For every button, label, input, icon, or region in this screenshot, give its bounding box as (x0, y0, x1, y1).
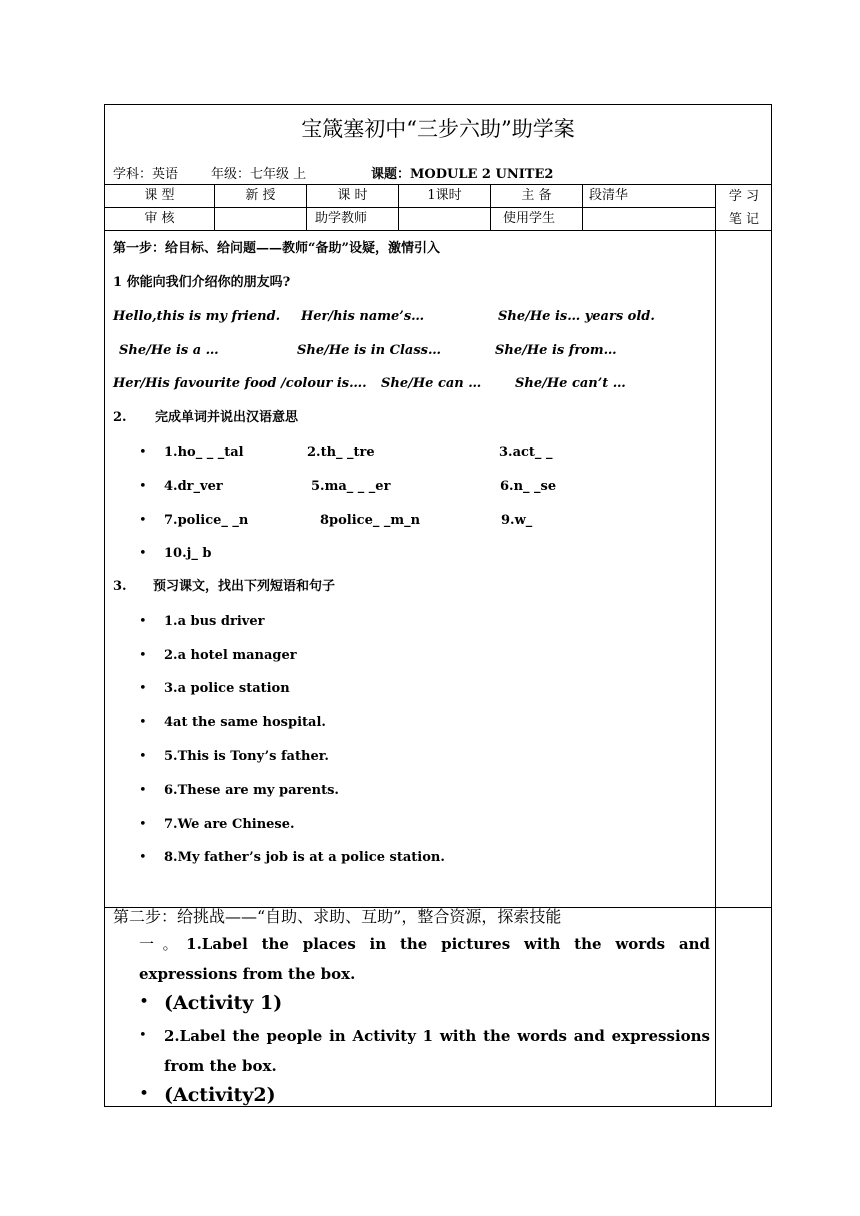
bullet: • (139, 513, 147, 528)
phrase-item: 3.a police station (164, 681, 290, 696)
word-item: 8police_ _m_n (320, 513, 421, 528)
word-item: 5.ma_ _ _er (311, 479, 391, 494)
cell-lead-value: 段清华 (589, 188, 629, 203)
intro-line-1b: Her/his name’s… (301, 309, 425, 324)
word-item: 7.police_ _n (164, 513, 249, 528)
worksheet-title: 宝箴塞初中“三步六助”助学案 (301, 117, 575, 141)
phrase-item: 5.This is Tony’s father. (164, 749, 329, 764)
cell-students-label: 使用学生 (503, 211, 556, 226)
bullet: • (139, 817, 147, 832)
word-item: 1.ho_ _ _tal (164, 445, 244, 460)
bullet: • (139, 479, 147, 494)
topic-label (371, 167, 553, 183)
cell-type-value: 新 授 (245, 188, 276, 203)
notes-label-2: 笔 记 (728, 212, 760, 227)
word-item: 4.dr_ver (164, 479, 223, 494)
worksheet (104, 104, 772, 1107)
bullet: • (139, 850, 147, 865)
cell-assist-label: 助学教师 (315, 211, 368, 226)
step2-item-1-text: 1.Label the places in the pictures with the words and expressions from the box. (139, 935, 710, 983)
word-item: 6.n_ _se (500, 479, 557, 494)
bullet: • (139, 546, 147, 561)
phrase-item: 4at the same hospital. (164, 715, 326, 730)
step2-activity-2: (Activity2) (164, 1084, 276, 1106)
step2-item-1 (139, 929, 710, 989)
topic-value: MODULE 2 UNITE2 (410, 167, 554, 182)
intro-line-3b: She/He can … (381, 376, 482, 391)
table-line (715, 184, 716, 1106)
table-line (582, 184, 583, 230)
intro-line-2c: She/He is from… (495, 343, 617, 358)
intro-line-3c: She/He can’t … (515, 376, 626, 391)
cell-review-label: 审 核 (144, 211, 175, 226)
step2-item-2: 2.Label the people in Activity 1 with the words and expressions from the box. (164, 1027, 710, 1075)
step1-heading: 第一步：给目标、给问题——教师“备助”设疑，激情引入 (113, 241, 440, 256)
step1-question-1: 1 你能向我们介绍你的朋友吗? (113, 275, 291, 290)
step2-activity-1: (Activity 1) (164, 992, 283, 1014)
intro-line-2b: She/He is in Class… (297, 343, 441, 358)
bullet: • (139, 681, 147, 696)
bullet: • (139, 749, 147, 764)
step1-question-3-num: 3. (113, 579, 127, 594)
intro-line-2a: She/He is a … (119, 343, 219, 358)
cell-hours-value: 1课时 (427, 188, 462, 203)
phrase-item: 1.a bus driver (164, 614, 265, 629)
bullet: • (139, 614, 147, 629)
bullet: • (139, 992, 150, 1012)
step1-question-2-num: 2. (113, 410, 127, 425)
phrase-item: 2.a hotel manager (164, 648, 297, 663)
subject-label: 学科：英语 (113, 167, 179, 182)
grade-label: 年级：七年级 上 (211, 167, 307, 182)
notes-label-1: 学 习 (728, 189, 760, 204)
word-item: 9.w_ (501, 513, 533, 528)
cell-type-label: 课 型 (144, 188, 175, 203)
phrase-item: 6.These are my parents. (164, 783, 339, 798)
word-item: 3.act_ _ (499, 445, 553, 460)
bullet: • (139, 445, 147, 460)
step1-question-2: 完成单词并说出汉语意思 (155, 410, 299, 425)
intro-line-3a: Her/His favourite food /colour is…. (113, 376, 367, 391)
phrase-item: 7.We are Chinese. (164, 817, 295, 832)
bullet: • (139, 783, 147, 798)
bullet: • (139, 1084, 150, 1104)
cell-hours-label: 课 时 (337, 188, 368, 203)
phrase-item: 8.My father’s job is at a police station. (164, 850, 445, 865)
word-item: 10.j_ b (164, 546, 212, 561)
cell-lead-label: 主 备 (521, 188, 552, 203)
bullet: • (139, 648, 147, 663)
word-item: 2.th_ _tre (307, 445, 375, 460)
step1-question-3: 预习课文，找出下列短语和句子 (153, 579, 336, 594)
intro-line-1a: Hello,this is my friend. (113, 309, 281, 324)
bullet: • (139, 1028, 147, 1043)
topic-label-text: 课题： (371, 167, 411, 182)
step2-item-1-prefix: 一。 (139, 935, 187, 953)
step2-heading: 第二步：给挑战——“自助、求助、互助”，整合资源，探索技能 (113, 907, 562, 926)
intro-line-1c: She/He is… years old. (498, 309, 655, 324)
bullet: • (139, 715, 147, 730)
table-line (105, 230, 771, 231)
